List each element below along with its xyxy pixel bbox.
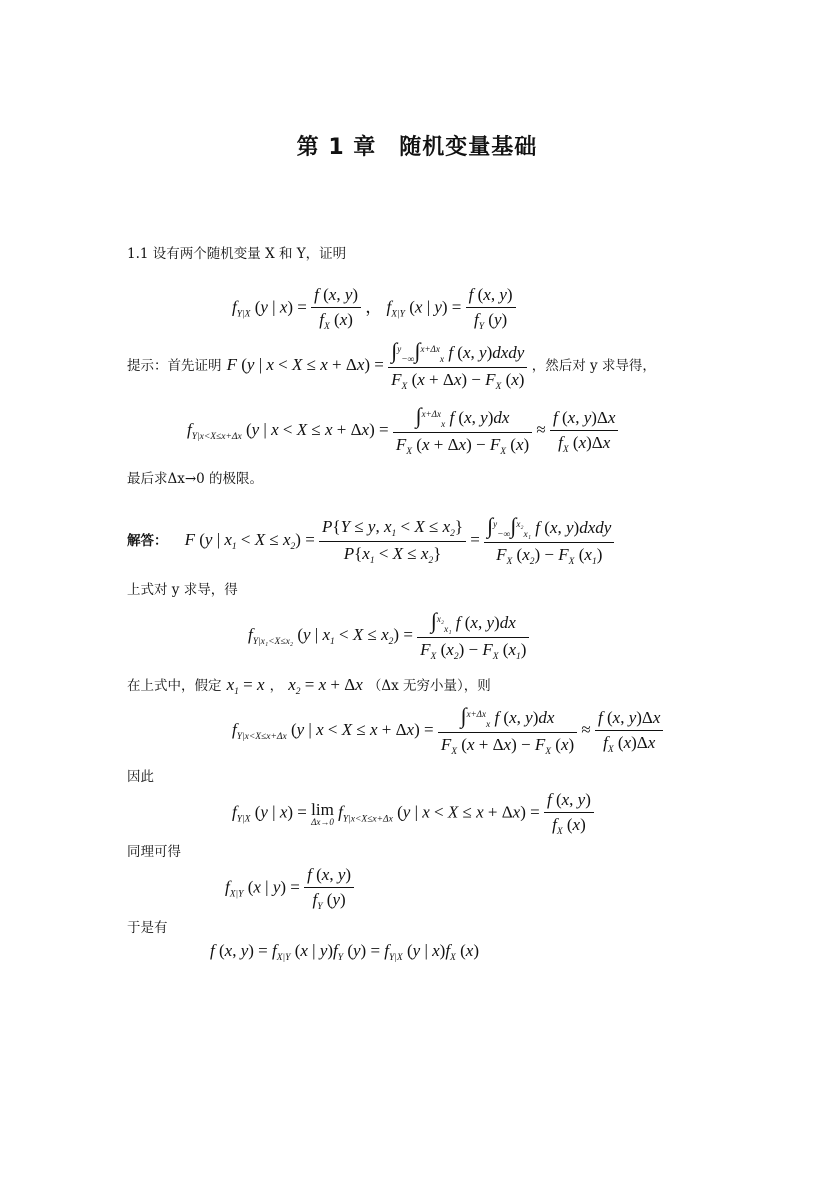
solution-label: 解答：: [127, 532, 168, 549]
equation-definitions: $f_{Y|X}$ (y | x) = $\frac{f (x, y)}{f_X (x)}$ ， $f_{X|Y}$ (x | y) = $\frac{f (x, y)}{f_Y (y)}$: [232, 285, 516, 332]
equation-limit: $f_{Y|X}$ (y | x) = lim Δx→0 $f_{Y|x<X\le x+\Delta x}$ (y | x < X ≤ x + Δx) = $\frac{f (x, y)}{f_X (x)}$: [232, 790, 594, 837]
equation-derivative-x1x2: $f_{Y|x_1<X\le x_2}$ (y | $x_1 < X \le x_2$) = $\frac{\int^{x_2}_{x_1} f (x, y)dx}{F_X (x_2) - F_X (x_1)}$: [248, 610, 529, 662]
hint-after: ，然后对 y 求导得，: [531, 357, 656, 374]
hint-line: 提示：首先证明 F (y | x < X ≤ x + Δx) = $\frac{\int^y_{-\infty}\int^{x+\Delta x}_x f (x, y)dxdy}{F_X (x + \Delta x) - F_X (x)}$ ，然后对 y 求导得，: [127, 338, 656, 392]
equation-final: f (x, $y) = f_{X|Y}$ (x | $y)f_Y$ $(y) = f_{Y|X}$ (y | $x)f_X$ (x): [210, 941, 479, 963]
equation-similarly: $f_{X|Y}$ (x | y) = $\frac{f (x, y)}{f_Y (y)}$: [225, 865, 354, 912]
problem-text: 设有两个随机变量 X 和 Y，证明: [152, 246, 347, 262]
hint-label: 提示：首先证明: [127, 357, 222, 374]
step2-suffix: （Δx 无穷小量），则: [367, 678, 491, 694]
step2-prefix: 在上式中，假定: [127, 678, 222, 694]
chapter-title: 第 1 章 随机变量基础: [296, 135, 538, 160]
problem-statement: [127, 242, 346, 262]
step2-mid: ，: [269, 678, 284, 694]
solution-step3: 因此: [127, 769, 154, 785]
solution-step5: 于是有: [127, 920, 168, 936]
equation-derivative-delta: $f_{Y|x<X\le x+\Delta x}$ (y | x < X ≤ x + Δx) = $\frac{\int^{x+\Delta x}_x f (x, y)dx}{F_X (x + \Delta x) - F_X (x)}$ ≈ $\frac{f (x, y)\Delta x}{f_X (x)\Delta x}$: [232, 705, 663, 757]
problem-number: 1.1: [127, 246, 149, 262]
solution-step1: 上式对 y 求导，得: [127, 582, 238, 598]
hint-limit: 最后求Δx→0 的极限。: [127, 471, 264, 487]
separator: ，: [365, 297, 383, 317]
solution-step2: 在上式中，假定 $x_1 = x$ ， $x_2 = x + \Delta x$ （Δx 无穷小量），则: [127, 675, 491, 697]
solution-step4: 同理可得: [127, 844, 181, 860]
equation-hint-derivative: $f_{Y|x<X\le x+\Delta x}$ (y | x < X ≤ x + Δx) = $\frac{\int^{x+\Delta x}_x f (x, y)dx}{F_X (x + \Delta x) - F_X (x)}$ ≈ $\frac{f (x, y)\Delta x}{f_X (x)\Delta x}$: [187, 405, 618, 457]
solution-line: 解答： F (y | $x_1 < X \le x_2$) = $\frac{P\{Y \le y, x_1 < X \le x_2\}}{P\{x_1 < X \le x_2\}}$ = $\frac{\int^y_{-\infty}\int^{x_2}_{x_1} f (x, y)dxdy}{F_X (x_2) - F_X (x_1)}$: [127, 515, 614, 567]
